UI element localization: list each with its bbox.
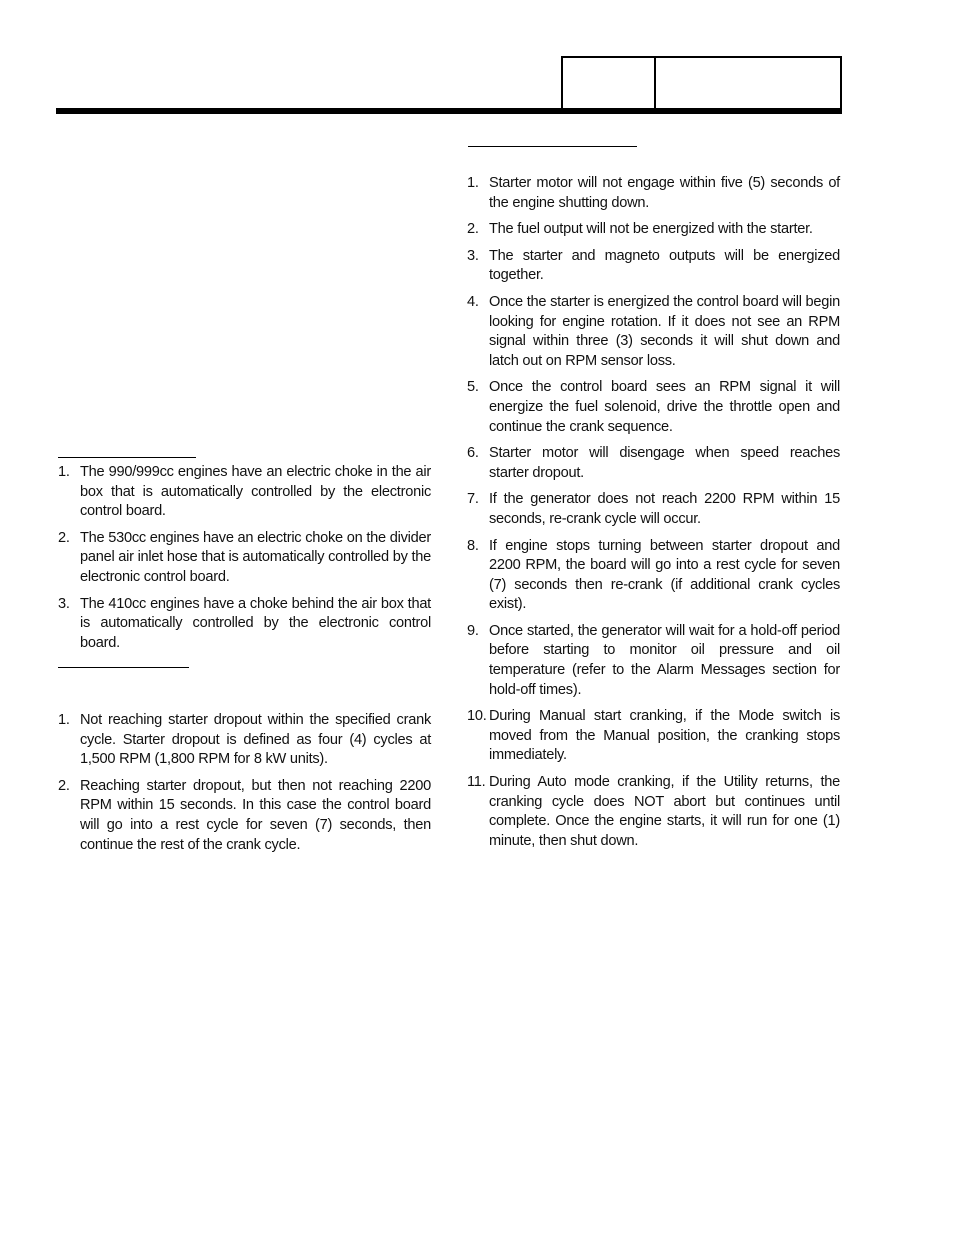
list-item <box>467 444 840 483</box>
list-number: 1. <box>467 175 479 191</box>
list-number: 5. <box>467 379 479 396</box>
list-number: 8. <box>467 537 479 554</box>
list-item <box>467 220 840 240</box>
list-number: 2. <box>467 221 479 238</box>
list-number: 3. <box>467 247 479 264</box>
list-text: Starter motor will disengage when speed reaches starter dropout. <box>489 445 840 481</box>
fault-list <box>58 711 431 862</box>
crank-list <box>467 174 840 858</box>
list-number: 1. <box>58 464 70 480</box>
list-item <box>467 247 840 286</box>
list-number: 11. <box>467 774 486 791</box>
list-text: Starter motor will not engage within five (5) seconds of the engine shutting down. <box>489 175 840 211</box>
list-number: 6. <box>467 445 479 462</box>
list-text: Reaching starter dropout, but then not reaching 2200 RPM within 15 seconds. In this case the control board will go into a rest cycle for seven (7) seconds, then continue the rest of the crank cycle. <box>80 777 431 853</box>
header-rule <box>56 108 842 114</box>
list-text: The 990/999cc engines have an electric choke in the air box that is automatically controlled by the electronic control board. <box>80 464 431 520</box>
list-text: The fuel output will not be energized with the starter. <box>489 221 813 238</box>
list-text: If the generator does not reach 2200 RPM within 15 seconds, re-crank cycle will occur. <box>489 491 840 527</box>
crank-heading-underline <box>468 146 637 147</box>
list-item <box>58 595 431 654</box>
choke-list <box>58 463 431 660</box>
list-item <box>467 537 840 615</box>
list-item <box>467 707 840 766</box>
list-number: 3. <box>58 595 70 612</box>
list-text: Once the control board sees an RPM signal it will energize the fuel solenoid, drive the throttle open and continue the crank sequence. <box>489 379 840 435</box>
header-box-section <box>561 56 656 110</box>
list-item <box>467 293 840 371</box>
list-text: The 530cc engines have an electric choke on the divider panel air inlet hose that is automatically controlled by the electronic control board. <box>80 529 431 585</box>
list-text: If engine stops turning between starter dropout and 2200 RPM, the board will go into a rest cycle for seven (7) seconds then re-crank (if additional crank cycles exist). <box>489 537 840 613</box>
list-text: During Manual start cranking, if the Mode switch is moved from the Manual position, the cranking stops immediately. <box>489 708 840 764</box>
list-number: 4. <box>467 293 479 310</box>
list-number: 2. <box>58 777 70 794</box>
list-number: 7. <box>467 491 479 508</box>
list-text: Once the starter is energized the control board will begin looking for engine rotation. If it does not see an RPM signal within three (3) seconds it will shut down and latch out on RPM sensor loss. <box>489 293 840 369</box>
list-number: 2. <box>58 529 70 546</box>
list-item <box>58 711 431 770</box>
list-text: Once started, the generator will wait for a hold-off period before starting to monitor oil pressure and oil temperature (refer to the Alarm Messages section for hold-off times). <box>489 622 840 698</box>
list-item <box>467 622 840 700</box>
list-number: 9. <box>467 622 479 639</box>
choke-heading-underline <box>58 457 196 458</box>
list-text: During Auto mode cranking, if the Utility returns, the cranking cycle does NOT abort but continues until complete. Once the engine starts, it will run for one (1) minute, then shut down. <box>489 774 840 849</box>
list-text: Not reaching starter dropout within the specified crank cycle. Starter dropout is defined as four (4) cycles at 1,500 RPM (1,800 RPM for 8 kW units). <box>80 712 431 768</box>
list-item <box>58 777 431 855</box>
list-number: 1. <box>58 712 70 728</box>
list-text: The 410cc engines have a choke behind the air box that is automatically controlled by the electronic control board. <box>80 595 431 651</box>
list-item <box>467 490 840 529</box>
list-item <box>58 529 431 588</box>
fault-heading-underline <box>58 667 189 668</box>
list-number: 10. <box>467 708 487 725</box>
header-box-title <box>654 56 842 110</box>
list-item <box>467 174 840 213</box>
list-item <box>467 378 840 437</box>
list-item <box>58 463 431 522</box>
list-item <box>467 773 840 851</box>
list-text: The starter and magneto outputs will be energized together. <box>489 247 840 284</box>
